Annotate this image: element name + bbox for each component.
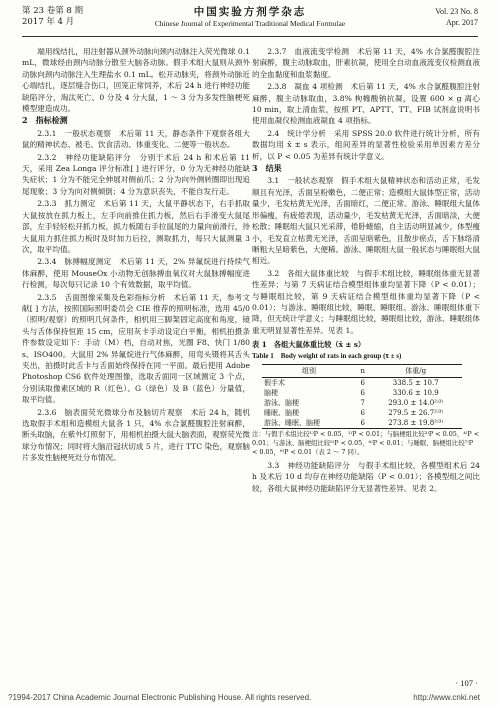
section-heading-indicators: 2 指标检测 xyxy=(22,115,68,126)
table-cell: 6 xyxy=(360,378,365,387)
right-column xyxy=(252,46,480,495)
journal-title-en: Chinese Journal of Experimental Traditional Medical Formulae xyxy=(154,19,346,28)
journal-title-cn: 中国实验方剂学杂志 xyxy=(193,6,307,18)
table-row xyxy=(262,398,462,408)
issue-cn xyxy=(22,6,83,28)
col-header-group: 组别 xyxy=(262,364,356,377)
section-2-3-8: 2.3.8 凝血 4 项检测 术后第 11 天，4% 水合氯醛腹腔注射麻醉，腹主动脉取血，3.8% 枸橼酸钠抗凝，设置 600 × g 离心 10 min，取上清血浆，按照 PT、APTT、TT、FIB 试剂盒说明书使用血凝仪检测血液凝血 4 项指标。 xyxy=(252,82,480,126)
section-2-3-2: 2.3.2 神经功能缺陷评分 分别于术后 24 h 和术后第 11 天，采用 Zea Longa 评分标准[ ] 进行评分，0 分为无神经功能缺失症状；1 分为不能完全伸展对侧前爪；2 分为向外侧转圈即出现追尾现象；3 分为向对侧倾倒；4 分为意识丧失，不能自发行走。 xyxy=(22,152,250,196)
table-cell: 6 xyxy=(360,388,365,397)
table-cell: 游泳、睡眠、脑梗 xyxy=(262,418,356,429)
section-heading-results: 3 结果 xyxy=(252,163,282,174)
method-paragraph: 端用线结扎，用注射器从颈外动脉向颈内动脉注入荧光微球 0.1 mL，微球经由颈内动脉分散至大脑各动脉。假手术组大鼠则从颈外动脉向颈内动脉注入生理盐水 0.1 mL。松开动脉夹，将颈外动脉近心端结扎，逐层缝合伤口，回笼正常饲养，术后 24 h 进行神经功能缺陷评分，淘汰死亡、0 分及 4 分大鼠，1 ～ 3 分为多发性脑梗死模型建造成功。 xyxy=(22,47,250,114)
section-3-3: 3.3 神经功能缺陷评分 与假手术组比较，各模型组术后 24 h 及术后 10 d 均存在神经功能缺陷（P < 0.01）；各模型组之间比较，各组大鼠神经功能缺陷评分无显著性差异。见表 2。 xyxy=(252,460,480,493)
section-2-3-6: 2.3.6 脑表面荧光微球分布及脑切片观察 术后 24 h，随机选取假手术组和造模组大鼠各 1 只，4% 水合氯醛腹腔注射麻醉，断头取脑，在紫外灯照射下，用相机拍摄大鼠大脑表面，观察荧光微球分布情况；同时将大脑沿冠状切成 5 片，进行 TTC 染色，观察脑片多发性脑梗死灶分布情况。 xyxy=(22,407,251,463)
page-header xyxy=(22,4,478,34)
issue-en xyxy=(435,6,478,28)
table-header-row xyxy=(262,364,462,377)
table-cell: 6 xyxy=(360,408,365,417)
journal-title xyxy=(142,6,358,29)
table-row xyxy=(262,418,462,429)
col-header-weight: 体重/g xyxy=(369,364,462,377)
section-2-3-7: 2.3.7 血液流变学检测 术后第 11 天，4% 水合氯醛腹腔注射麻醉，腹主动脉取血，肝素抗凝，使用全自动血液流变仪检测血液的全血黏度和血浆黏度。 xyxy=(252,47,480,79)
table-cell: 脑梗 xyxy=(264,388,278,397)
table-footnote: 注：与假手术组比较¹⁾P < 0.05，²⁾P < 0.01；与脑梗组比较³⁾P < 0.05，⁴⁾P < 0.01；与游泳、脑梗组比较⁵⁾P < 0.05，⁶⁾P < 0.01；与睡眠、脑梗组比较⁷⁾P < 0.05，⁸⁾P < 0.01（表 2 ～ 7 同）。 xyxy=(252,429,480,456)
left-column xyxy=(22,46,250,465)
table-cell: 330.6 ± 10.9 xyxy=(392,388,439,397)
body-weight-table xyxy=(262,364,462,429)
section-3-2: 3.2 各组大鼠体重比较 与假手术组比较，睡眠组体重无显著性差异；与第 7 天病证结合模型组体重均显著下降（P < 0.01）；与睡眠组比较，第 9 天病证结合模型组体重均显著下降（P < 0.01）；与游泳、睡眠组比较，睡眠、睡眠组、游泳、睡眠组体重下降，但无统计学意义；与睡眠组比较，睡眠组比较，游泳、睡眠组体重无明显显著性差异。见表 1。 xyxy=(252,268,480,335)
section-2-3-3: 2.3.3 抓力测定 术后第 11 天，大鼠平静状态下，右手抓取大鼠按放在抓力板上，左手向前推住抓力板，然后右手滑变大鼠尾部，左手轻轻松开抓力板，抓力板随右手拉鼠尾的力量向前滑行，待大鼠用力抓住抓力板时及时加力后拉，测取抓力，每只大鼠测量 3 次，取平均值。 xyxy=(22,199,250,254)
table-row xyxy=(262,408,462,418)
section-2-3-4: 2.3.4 脉搏幅度测定 术后第 11 天，2% 异氟烷进行持续气体麻醉，使用 MouseOx 小动物无创脉搏血氧仪对大鼠脉搏幅度进行检测，每次每只记录 10 个有效数据，取平均值。 xyxy=(22,257,250,290)
table-cell: 睡眠、脑梗 xyxy=(264,408,299,417)
table-caption-cn: 表 1 各组大鼠体重比较（x̄ ± s） xyxy=(252,340,366,350)
section-2-3-1: 2.3.1 一般状态观察 术后第 11 天，静态条件下观察各组大鼠的精神状态、被毛、饮食活动、体重变化、二便等一般状态。 xyxy=(22,128,250,150)
table-cell: 游泳、脑梗 xyxy=(264,398,299,407)
table-row xyxy=(262,388,462,398)
section-3-1: 3.1 一般状态观察 假手术组大鼠精神状态和活动正常，毛发顺且有光泽，舌面呈粉嫩色，二便正常；造模组大鼠体型正常，活动量少，毛发枯黄无光泽，舌面暗红，二便正常。游泳、睡眠组大鼠体形偏瘦，有疲倦表现，活动量少，毛发枯黄无光泽，舌面暗淡，大便松散；睡眠组大鼠只光采滞，倦卧蜷缩，自主活动明显减少，体型瘦小，毛发直立枯黄无光泽，舌面呈暗紫色，且散步瘀点，舌下脉络清晰粗大呈暗紫色，大便稀。游泳、睡眠组大鼠一般状态与睡眠组大鼠相近。 xyxy=(252,176,480,266)
page-number: · 107 · xyxy=(455,678,478,688)
copyright-notice: ?1994-2017 China Academic Journal Electronic Publishing House. All rights reserved. xyxy=(8,693,312,702)
table-cell: 假手术 xyxy=(264,378,285,387)
footer-link[interactable]: http://www.cnki.net xyxy=(413,693,480,702)
table-cell: 273.8 ± 19.8²⁾³⁾ xyxy=(369,418,462,429)
table-cell: 279.5 ± 26.7²⁾³⁾ xyxy=(388,408,444,417)
col-header-n: n xyxy=(356,364,369,377)
table-cell: 6 xyxy=(356,418,369,429)
table-cell: 293.0 ± 14.0²⁾³⁾ xyxy=(388,398,444,407)
issue-en-volume: Vol. 23 No. 8 xyxy=(435,7,478,16)
header-divider xyxy=(22,36,478,37)
table-cell: 338.5 ± 10.7 xyxy=(392,378,439,387)
issue-cn-volume: 第 23 卷第 8 期 xyxy=(22,6,84,16)
section-2-3-5: 2.3.5 舌面图像采集及色彩指标分析 术后第 11 天，参考文献[ ] 方法，按照国际照明委员会 CIE 推荐的照明标准，选用 45/0（照明/观察）的照明几何条件，相机用三脚架固定高度和角度，镜头与舌体保持恒距 15 cm，应用灰卡手动设定白平衡，相机拍摄条件参数设定如下：手动（M）档，自动对焦，光圈 F8、快门 1/80 s、ISO400。大鼠用 2% 异氟烷进行气体麻醉，用弯头镊将其舌头夹出，拍摄时此舌卡与舌面始终保持在同一平面。最后使用 Adobe Photoshop CS6 软件处理图像，选取舌面同一区域测定 3 个点，分别读取像素区域的 R（红色）、G（绿色）及 B（蓝色）分量值，取平均值。 xyxy=(22,292,250,405)
table-caption-en: Table 1 Body weight of rats in each group (x̄ ± s) xyxy=(252,351,402,360)
issue-cn-date: 2017 年 4 月 xyxy=(22,17,75,27)
table-cell: 7 xyxy=(360,398,365,407)
issue-en-date: Apr. 2017 xyxy=(446,18,478,27)
section-2-4: 2.4 统计学分析 采用 SPSS 20.0 软件进行统计分析，所有数据均用 x̄ ± s 表示，组间差异的显著性检验采用单因素方差分析，以 P < 0.05 为差异有统计学意义。 xyxy=(252,128,480,161)
table-row xyxy=(262,377,462,388)
